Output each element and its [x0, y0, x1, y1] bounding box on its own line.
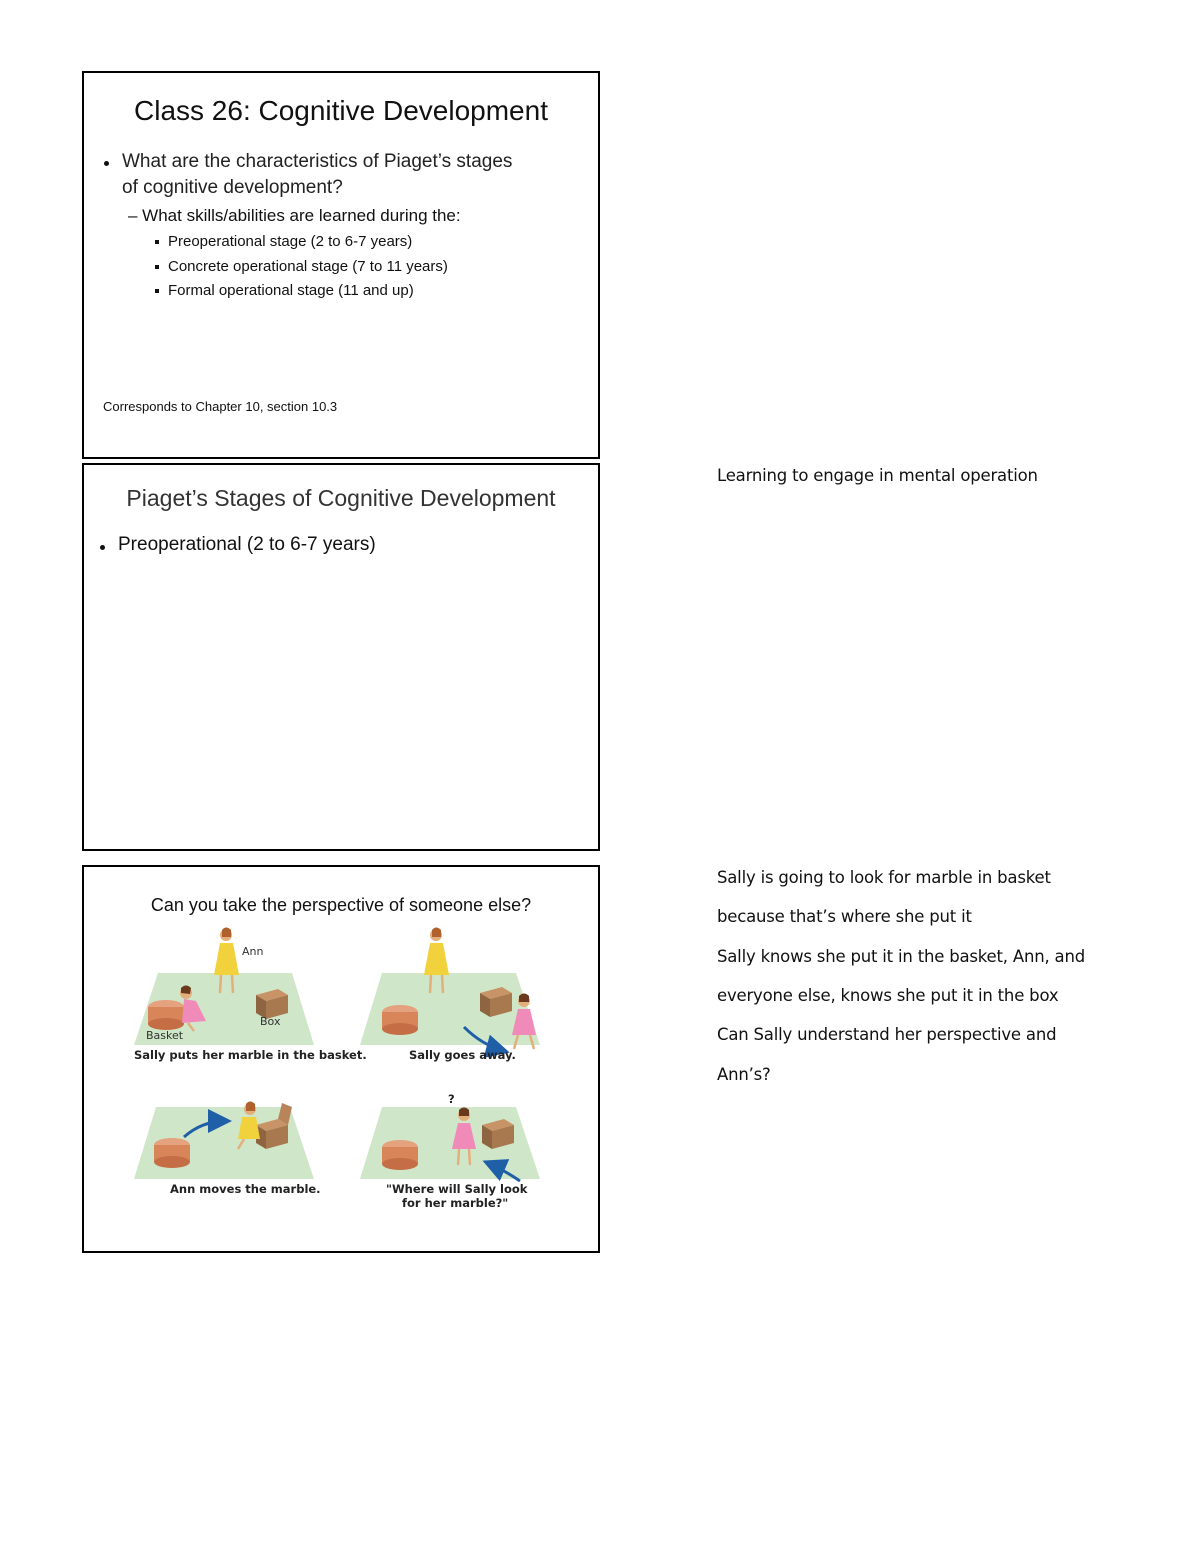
panel-caption: Sally goes away.: [409, 1048, 516, 1062]
item-marker: [155, 265, 159, 269]
basket-label: Basket: [146, 1029, 184, 1042]
sally-anne-illustration: [84, 867, 598, 1251]
item-marker: [155, 240, 159, 244]
panel-2: [360, 928, 540, 1063]
slide-title: Class 26: Cognitive Development: [134, 95, 548, 126]
panel-caption: Ann moves the marble.: [170, 1182, 321, 1196]
item-marker: [155, 289, 159, 293]
bullet-dot: [104, 161, 109, 166]
panel-caption: Sally puts her marble in the basket.: [134, 1048, 367, 1062]
bullet-text-line1: What are the characteristics of Piaget’s stages: [122, 151, 513, 172]
stage-item: Formal operational stage (11 and up): [168, 282, 414, 299]
basket-icon: [154, 1138, 190, 1168]
note-line: because that’s where she put it: [717, 907, 972, 926]
panel-caption: for her marble?": [402, 1196, 509, 1210]
bullet-text-line2: of cognitive development?: [122, 177, 343, 198]
note-line: Sally is going to look for marble in basket: [717, 868, 1051, 887]
stage-item: Concrete operational stage (7 to 11 years): [168, 258, 448, 275]
sub-bullet-text: – What skills/abilities are learned during the:: [128, 206, 461, 225]
note-line: Learning to engage in mental operation: [717, 466, 1038, 485]
slide-piaget-stages: [82, 463, 600, 851]
panel-caption: "Where will Sally look: [386, 1182, 528, 1196]
slide-title: Piaget’s Stages of Cognitive Development: [126, 485, 556, 511]
ann-label: Ann: [242, 945, 264, 958]
basket-icon: [148, 1000, 184, 1030]
note-line: Can Sally understand her perspective and: [717, 1025, 1057, 1044]
panel-4: [360, 1092, 540, 1210]
note-line: Sally knows she put it in the basket, Ann, and: [717, 947, 1086, 966]
bullet-dot: [100, 545, 105, 550]
slide-perspective: [82, 865, 600, 1253]
slide-class-26: [82, 71, 600, 459]
question-mark: ?: [448, 1092, 455, 1106]
bullet-text: Preoperational (2 to 6-7 years): [118, 534, 376, 555]
box-label: Box: [260, 1015, 281, 1028]
slide-title: Can you take the perspective of someone else?: [150, 895, 532, 915]
note-line: everyone else, knows she put it in the box: [717, 986, 1059, 1005]
stage-item: Preoperational stage (2 to 6-7 years): [168, 233, 413, 250]
panel-3: [134, 1102, 321, 1197]
panel-1: [134, 928, 367, 1063]
basket-icon: [382, 1140, 418, 1170]
note-line: Ann’s?: [717, 1065, 771, 1084]
chapter-footnote: Corresponds to Chapter 10, section 10.3: [103, 399, 338, 414]
basket-icon: [382, 1005, 418, 1035]
